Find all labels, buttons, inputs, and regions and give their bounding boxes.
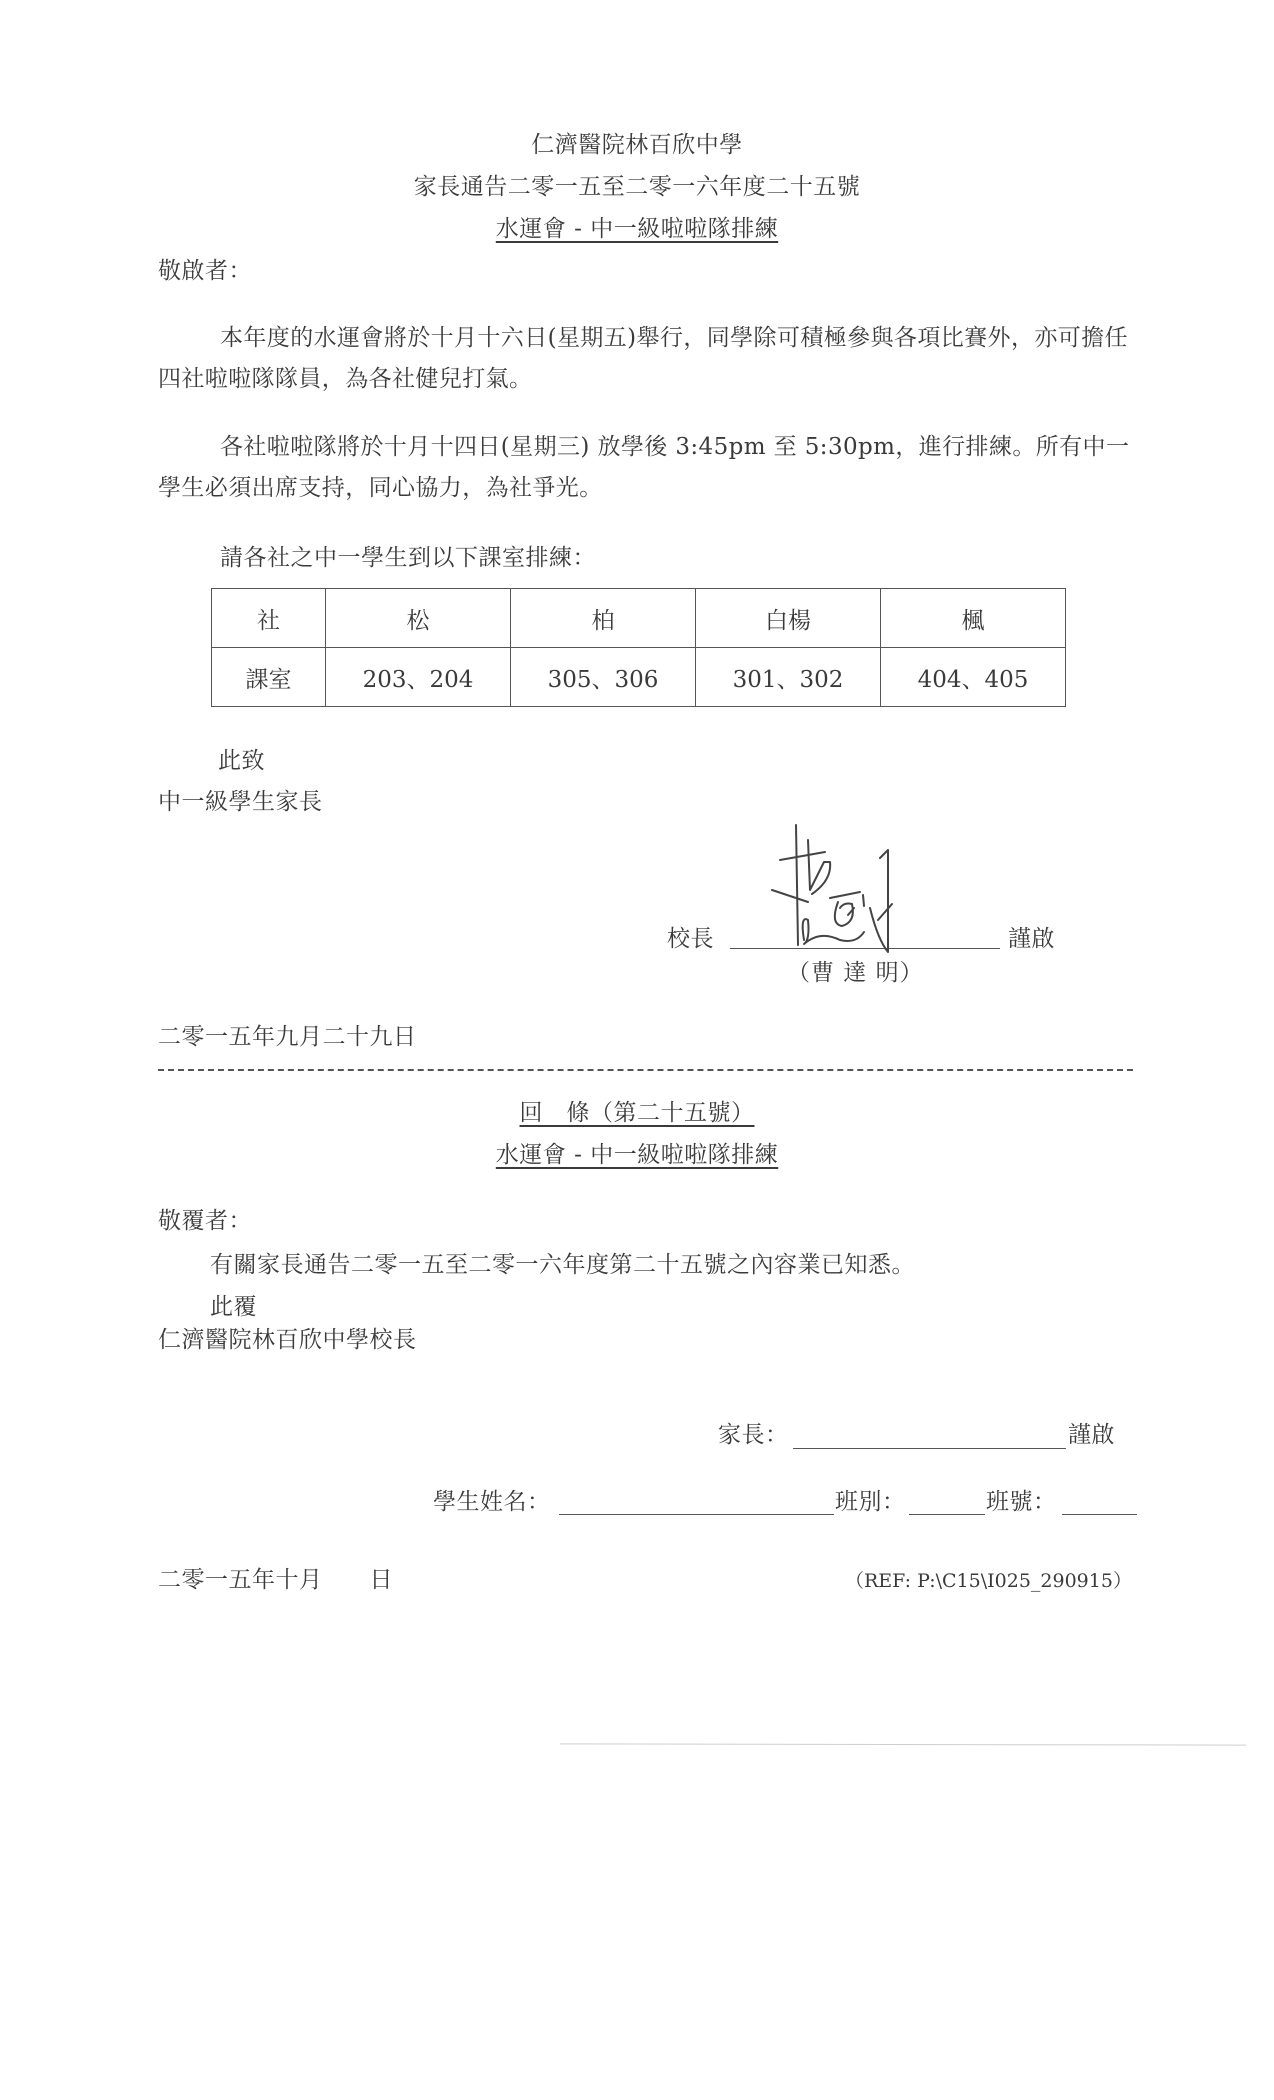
notice-number: 家長通告二零一五至二零一六年度二十五號: [413, 174, 861, 200]
paragraph-classrooms: 請各社之中一學生到以下課室排練：: [220, 545, 596, 571]
table-cell: 課室: [212, 648, 326, 707]
table-cell: 楓: [881, 589, 1066, 648]
reply-body: 有關家長通告二零一五至二零一六年度第二十五號之內容業已知悉。: [210, 1252, 915, 1278]
class-label: 班別：: [835, 1489, 906, 1515]
student-name-field[interactable]: [559, 1514, 834, 1515]
student-name-label: 學生姓名：: [433, 1489, 551, 1515]
table-cell: 203、204: [326, 648, 511, 707]
table-cell: 404、405: [881, 648, 1066, 707]
signature-image: [760, 820, 960, 960]
reference-code: （REF: P:\C15\I025_290915）: [845, 1570, 1132, 1592]
parent-signoff: 謹啟: [1068, 1422, 1115, 1448]
table-cell: 社: [212, 589, 326, 648]
principal-name: （曹 達 明）: [787, 960, 924, 986]
notice-date: 二零一五年九月二十九日: [158, 1024, 417, 1050]
recipient: 中一級學生家長: [158, 789, 323, 815]
notice-subject: 水運會 - 中一級啦啦隊排練: [495, 216, 779, 242]
salutation: 敬啟者：: [158, 258, 252, 284]
closing: 此致: [218, 748, 265, 774]
class-field[interactable]: [909, 1514, 985, 1515]
table-cell: 305、306: [511, 648, 696, 707]
reply-date: 二零一五年十月 日: [158, 1567, 393, 1593]
reply-slip-title: 回 條（第二十五號）: [519, 1100, 755, 1126]
table-header-row: [212, 589, 1066, 648]
classroom-table: [211, 588, 1066, 707]
signoff: 謹啟: [1008, 926, 1055, 952]
table-row: [212, 648, 1066, 707]
table-cell: 松: [326, 589, 511, 648]
paragraph-rehearsal: 各社啦啦隊將於十月十四日(星期三) 放學後 3:45pm 至 5:30pm，進行排練。所有中一學生必須出席支持，同心協力，為社爭光。: [158, 434, 1130, 501]
table-cell: 柏: [511, 589, 696, 648]
principal-label: 校長: [667, 926, 714, 952]
table-cell: 白楊: [696, 589, 881, 648]
paragraph-sports-day: 本年度的水運會將於十月十六日(星期五)舉行，同學除可積極參與各項比賽外，亦可擔任四社啦啦隊隊員，為各社健兒打氣。: [158, 325, 1128, 392]
reply-recipient: 仁濟醫院林百欣中學校長: [158, 1327, 417, 1353]
reply-closing: 此覆: [210, 1294, 257, 1320]
parent-label: 家長：: [718, 1422, 789, 1448]
class-number-label: 班號：: [986, 1489, 1057, 1515]
parent-signature-field[interactable]: [793, 1448, 1066, 1449]
class-number-field[interactable]: [1062, 1514, 1137, 1515]
cut-line: [158, 1069, 1133, 1071]
table-cell: 301、302: [696, 648, 881, 707]
reply-slip-subject: 水運會 - 中一級啦啦隊排練: [495, 1142, 779, 1168]
reply-salutation: 敬覆者：: [158, 1208, 252, 1234]
scan-artifact-line: [560, 1743, 1246, 1745]
school-name: 仁濟醫院林百欣中學: [531, 132, 743, 158]
